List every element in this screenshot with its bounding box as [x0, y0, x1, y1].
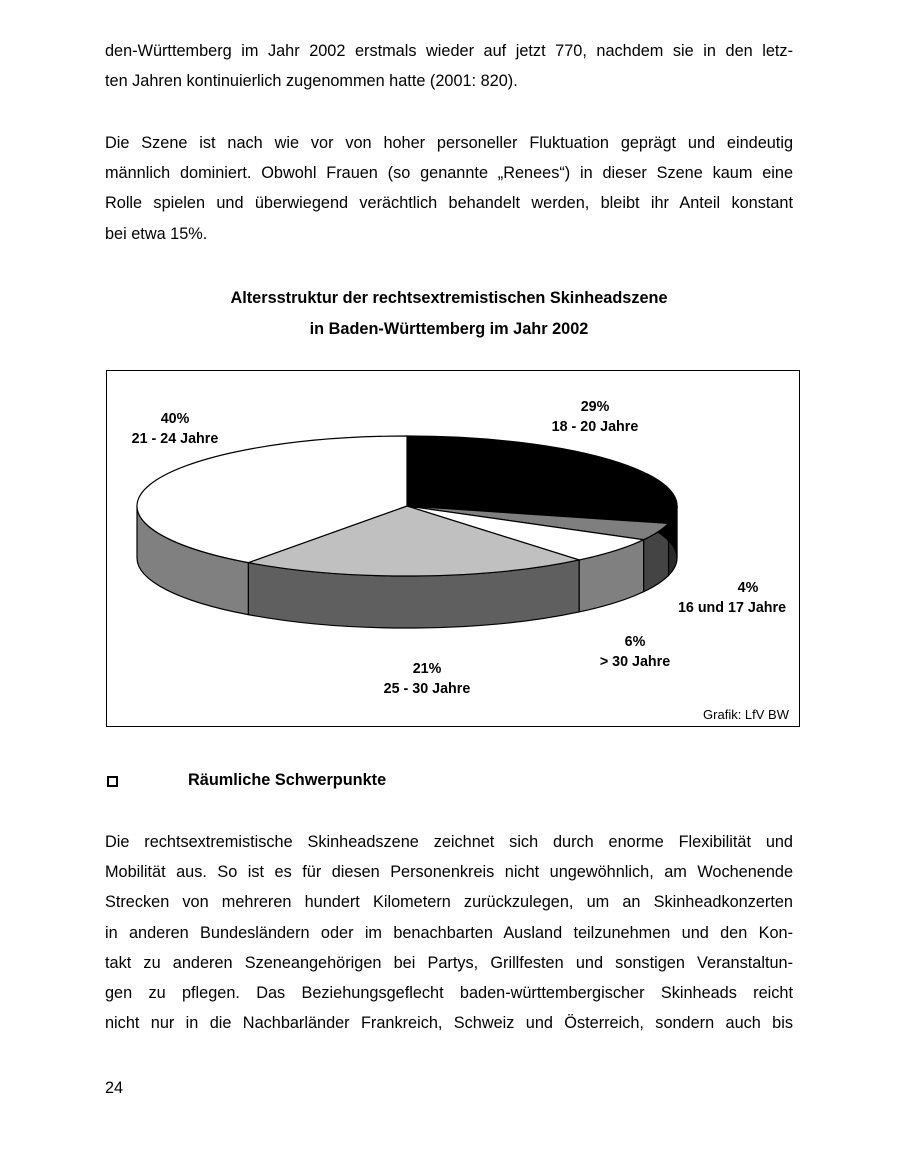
chart-title-line-2: in Baden-Württemberg im Jahr 2002 [309, 319, 589, 338]
page-number: 24 [105, 1079, 124, 1097]
chart-title-line-1: Altersstruktur der rechtsextremistischen Skinheadszene [230, 289, 668, 307]
label-over-30: 6% > 30 Jahre [599, 634, 671, 670]
chart-title [105, 283, 793, 344]
bullet-checkbox-icon [107, 776, 118, 787]
text-line: den-Württemberg im Jahr 2002 erstmals wieder auf jetzt 770, nachdem sie in den letz- [105, 42, 793, 60]
text-line: Mobilität aus. So ist es für diesen Personenkreis nicht ungewöhnlich, am Wochenende [105, 863, 793, 882]
pie-chart [106, 370, 800, 727]
text-line: Rolle spielen und überwiegend verächtlich behandelt werden, bleibt ihr Anteil konstant [105, 194, 793, 213]
text-line: in anderen Bundesländern oder im benachbarten Ausland teilzunehmen und den Kon- [105, 923, 793, 942]
text-line: ten Jahren kontinuierlich zugenommen hatte (2001: 820). [105, 72, 518, 91]
text-line: nicht nur in die Nachbarländer Frankreich, Schweiz und Österreich, sondern auch bis [105, 1014, 793, 1033]
paragraph-scene [105, 128, 793, 249]
text-line: Strecken von mehreren hundert Kilometern zurückzulegen, um an Skinheadkonzerten [105, 893, 793, 912]
label-25-30: 21% 25 - 30 Jahre [383, 661, 471, 697]
label-18-20: 29% 18 - 20 Jahre [551, 399, 639, 435]
text-line: bei etwa 15%. [105, 224, 208, 243]
section-heading: Räumliche Schwerpunkte [188, 771, 387, 789]
text-line: takt zu anderen Szeneangehörigen bei Partys, Grillfesten und sonstigen Veranstaltun- [105, 953, 793, 972]
label-21-24: 40% 21 - 24 Jahre [131, 411, 219, 447]
text-line: gen zu pflegen. Das Beziehungsgeflecht baden-württembergischer Skinheads reicht [105, 983, 793, 1002]
paragraph-mobility [105, 827, 793, 1038]
text-line: Die Szene ist nach wie vor von hoher personeller Fluktuation geprägt und eindeutig [105, 134, 793, 152]
label-16-17: 4% 16 und 17 Jahre [677, 580, 787, 616]
text-line: Die rechtsextremistische Skinheadszene zeichnet sich durch enorme Flexibilität und [105, 833, 793, 851]
paragraph-intro [105, 36, 793, 96]
chart-credit: Grafik: LfV BW [703, 707, 789, 722]
text-line: männlich dominiert. Obwohl Frauen (so genannte „Renees“) in dieser Szene kaum eine [105, 164, 793, 183]
